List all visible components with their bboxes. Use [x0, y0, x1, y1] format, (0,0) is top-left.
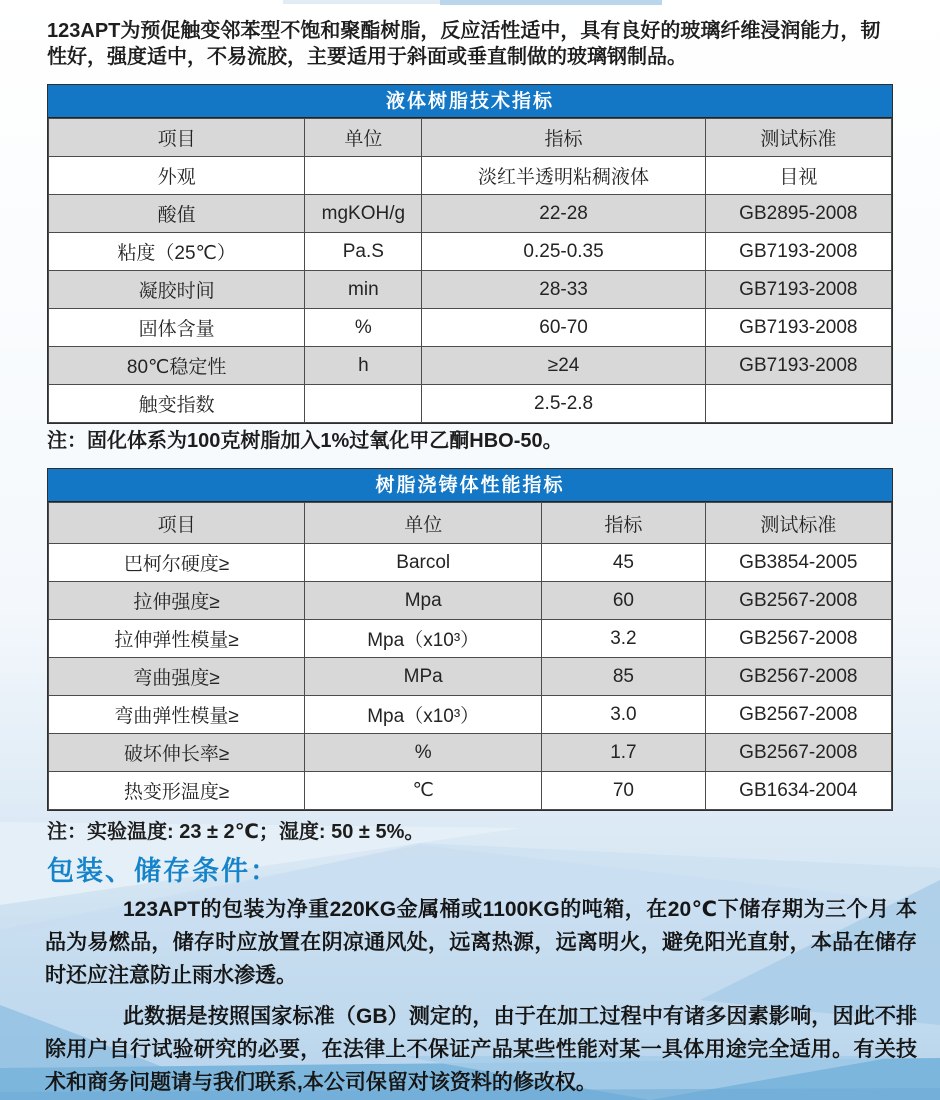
spec-table: [48, 502, 892, 810]
table-cell: min: [305, 271, 422, 309]
table-cell: %: [305, 309, 422, 347]
table-cell: 外观: [49, 157, 305, 195]
column-header-standard: 测试标准: [705, 119, 891, 157]
table-cell: 凝胶时间: [49, 271, 305, 309]
table-cell: 45: [542, 544, 706, 582]
table-cell: GB7193-2008: [705, 271, 891, 309]
table-cell: 22-28: [422, 195, 705, 233]
storage-section-heading: 包装、储存条件：: [47, 856, 279, 886]
table-cell: 80℃稳定性: [49, 347, 305, 385]
table-cell: 3.2: [542, 620, 706, 658]
table-cell: 60-70: [422, 309, 705, 347]
table-row: [49, 309, 892, 347]
table-cell: 70: [542, 772, 706, 810]
table-row: [49, 772, 892, 810]
table-cell: MPa: [305, 658, 542, 696]
column-header-unit: 单位: [305, 119, 422, 157]
table-row: [49, 195, 892, 233]
table-cell: mgKOH/g: [305, 195, 422, 233]
table-cell: 触变指数: [49, 385, 305, 423]
table-cell: 28-33: [422, 271, 705, 309]
table-cell: 破坏伸长率≥: [49, 734, 305, 772]
table-cell: GB2567-2008: [705, 658, 891, 696]
table-cell: 弯曲弹性模量≥: [49, 696, 305, 734]
table2-note: 注：实验温度: 23 ± 2℃；湿度: 50 ± 5%。: [47, 821, 425, 843]
table-cell: ≥24: [422, 347, 705, 385]
table-cell: GB7193-2008: [705, 309, 891, 347]
column-header-standard: 测试标准: [705, 503, 891, 544]
table-cell: GB2895-2008: [705, 195, 891, 233]
table-cell: 60: [542, 582, 706, 620]
table-title: 液体树脂技术指标: [48, 85, 892, 118]
table-cell: 目视: [705, 157, 891, 195]
column-header-spec: 指标: [542, 503, 706, 544]
disclaimer-paragraph: 此数据是按照国家标准（GB）测定的，由于在加工过程中有诸多因素影响，因此不排除用户自行试验研究的必要，在法律上不保证产品某些性能对某一具体用途完全适用。有关技术和商务问题请与我们联系,本公司保留对该资料的修改权。: [45, 1005, 917, 1094]
table-row: [49, 658, 892, 696]
column-header-unit: 单位: [305, 503, 542, 544]
table-header-row: [49, 503, 892, 544]
table-cell: 巴柯尔硬度≥: [49, 544, 305, 582]
table-cell: GB3854-2005: [705, 544, 891, 582]
table-cell: Mpa: [305, 582, 542, 620]
table-cell: %: [305, 734, 542, 772]
table-row: [49, 157, 892, 195]
table-cell: 弯曲强度≥: [49, 658, 305, 696]
table-row: [49, 696, 892, 734]
table-cell: GB7193-2008: [705, 233, 891, 271]
cast-resin-performance-table: [47, 468, 893, 811]
table-row: [49, 734, 892, 772]
table-cell: 淡红半透明粘稠液体: [422, 157, 705, 195]
table-row: [49, 271, 892, 309]
table-cell: 1.7: [542, 734, 706, 772]
packaging-storage-paragraph: 123APT的包装为净重220KG金属桶或1100KG的吨箱，在20℃下储存期为三个月 本品为易燃品，储存时应放置在阴凉通风处，远离热源，远离明火，避免阳光直射，本品在储存时还应注意防止雨水渗透。: [45, 898, 917, 987]
table-cell: 酸值: [49, 195, 305, 233]
table-cell: 拉伸弹性模量≥: [49, 620, 305, 658]
column-header-item: 项目: [49, 503, 305, 544]
table-cell: 固体含量: [49, 309, 305, 347]
table1-note: 注：固化体系为100克树脂加入1%过氧化甲乙酮HBO-50。: [47, 430, 563, 452]
table-cell: Barcol: [305, 544, 542, 582]
table-cell: 85: [542, 658, 706, 696]
table-cell: 2.5-2.8: [422, 385, 705, 423]
table-title: 树脂浇铸体性能指标: [48, 469, 892, 502]
product-intro-text: 123APT为预促触变邻苯型不饱和聚酯树脂，反应活性适中，具有良好的玻璃纤维浸润能力，韧性好，强度适中，不易流胶，主要适用于斜面或垂直制做的玻璃钢制品。: [47, 20, 881, 68]
table-cell: 热变形温度≥: [49, 772, 305, 810]
table-cell: [305, 157, 422, 195]
column-header-spec: 指标: [422, 119, 705, 157]
table-row: [49, 385, 892, 423]
table-row: [49, 544, 892, 582]
table-cell: GB1634-2004: [705, 772, 891, 810]
column-header-item: 项目: [49, 119, 305, 157]
table-cell: [305, 385, 422, 423]
table-cell: h: [305, 347, 422, 385]
table-row: [49, 233, 892, 271]
table-row: [49, 347, 892, 385]
table-body: [49, 544, 892, 810]
table-cell: GB2567-2008: [705, 582, 891, 620]
table-cell: Pa.S: [305, 233, 422, 271]
spec-table: [48, 118, 892, 423]
table-cell: 3.0: [542, 696, 706, 734]
table-cell: Mpa（x10³）: [305, 620, 542, 658]
liquid-resin-spec-table: [47, 84, 893, 424]
table-cell: ℃: [305, 772, 542, 810]
table-row: [49, 620, 892, 658]
table-cell: 粘度（25℃）: [49, 233, 305, 271]
table-body: [49, 157, 892, 423]
table-cell: GB2567-2008: [705, 620, 891, 658]
table-row: [49, 582, 892, 620]
table-cell: 0.25-0.35: [422, 233, 705, 271]
table-cell: GB7193-2008: [705, 347, 891, 385]
table-header-row: [49, 119, 892, 157]
table-cell: Mpa（x10³）: [305, 696, 542, 734]
table-cell: 拉伸强度≥: [49, 582, 305, 620]
table-cell: GB2567-2008: [705, 734, 891, 772]
table-cell: [705, 385, 891, 423]
table-cell: GB2567-2008: [705, 696, 891, 734]
